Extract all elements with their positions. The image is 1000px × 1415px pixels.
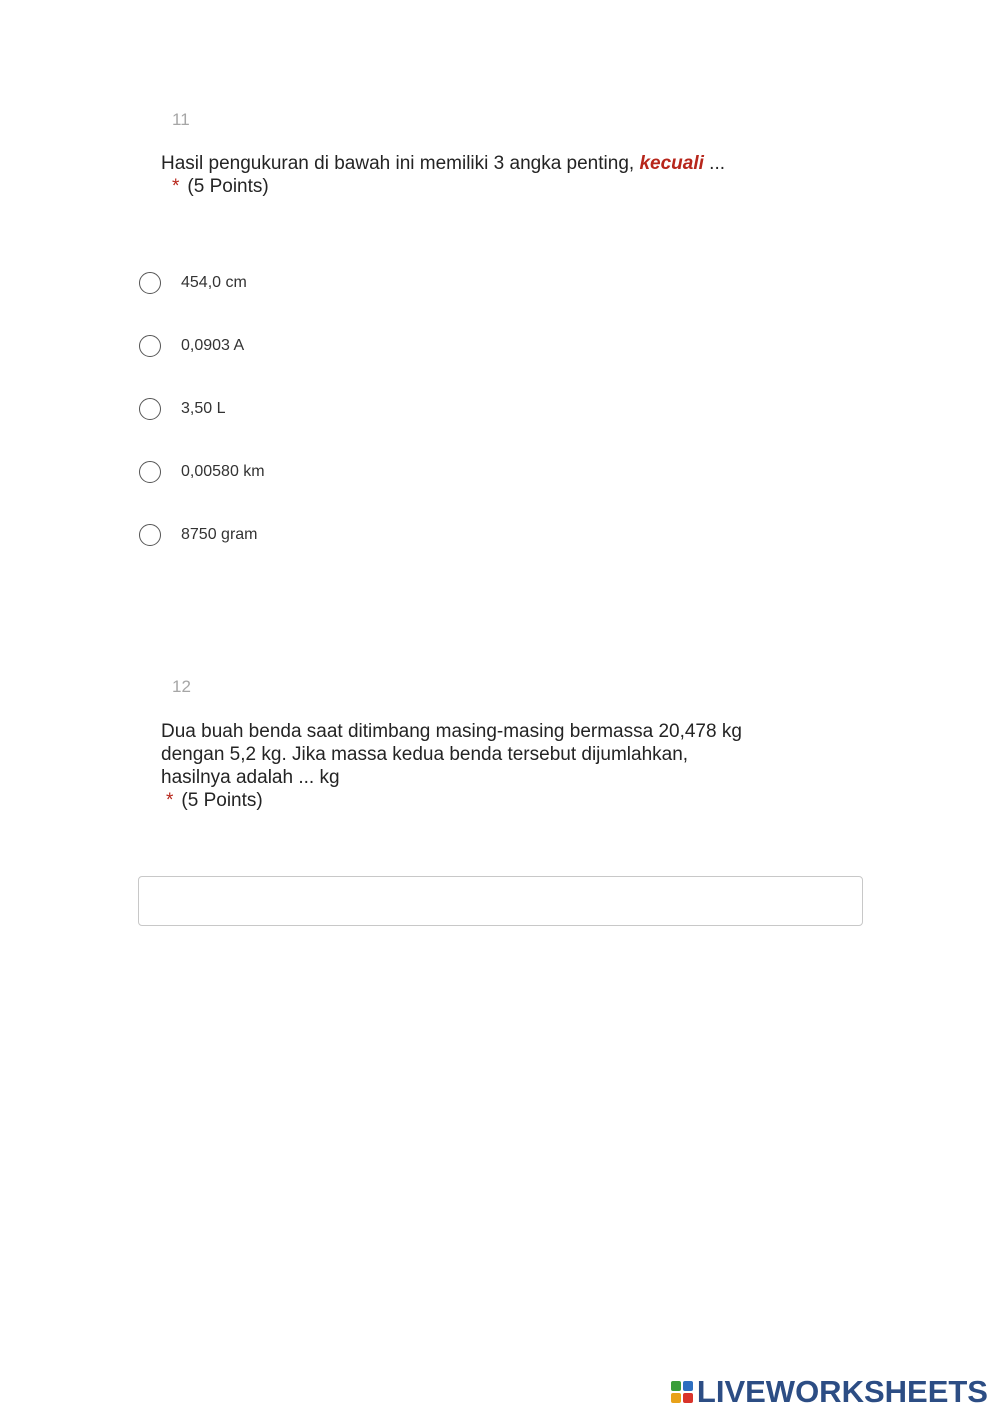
question-number: 12 [172,677,191,696]
liveworksheets-logo [671,1374,988,1410]
points-label: (5 Points) [181,790,263,811]
logo-square-icon [671,1381,681,1391]
radio-button[interactable] [139,272,161,294]
logo-square-icon [683,1381,693,1391]
radio-button[interactable] [139,524,161,546]
required-points [166,789,263,812]
logo-square-icon [671,1393,681,1403]
required-asterisk: * [172,176,180,197]
option-label: 8750 gram [181,526,258,543]
question-text-emphasis: kecuali [639,153,704,174]
option-label: 0,00580 km [181,463,265,480]
question-text-line-1: Dua buah benda saat ditimbang masing-masing bermassa 20,478 kg [161,721,742,742]
radio-button[interactable] [139,398,161,420]
option-label: 0,0903 A [181,337,245,354]
option-3[interactable] [139,396,225,422]
question-number: 11 [172,110,190,129]
required-asterisk: * [166,790,174,811]
option-label: 454,0 cm [181,274,247,291]
question-text-main: Hasil pengukuran di bawah ini memiliki 3 angka penting, [161,153,640,174]
question-text-line-2: dengan 5,2 kg. Jika massa kedua benda tersebut dijumlahkan, [161,744,689,765]
logo-text: LIVEWORKSHEETS [696,1374,988,1409]
option-2[interactable] [139,333,244,359]
answer-input[interactable] [138,876,863,926]
radio-button[interactable] [139,335,161,357]
radio-button[interactable] [139,461,161,483]
option-4[interactable] [139,459,265,485]
required-points [172,175,269,198]
logo-mark-icon [671,1381,693,1403]
question-text-line-3: hasilnya adalah ... kg [161,767,340,788]
option-1[interactable] [139,270,247,296]
question-text [161,720,742,789]
option-5[interactable] [139,522,258,548]
points-label: (5 Points) [187,176,269,197]
question-text-ellipsis: ... [703,153,726,174]
option-label: 3,50 L [181,400,226,417]
logo-square-icon [683,1393,693,1403]
question-text [161,152,725,175]
